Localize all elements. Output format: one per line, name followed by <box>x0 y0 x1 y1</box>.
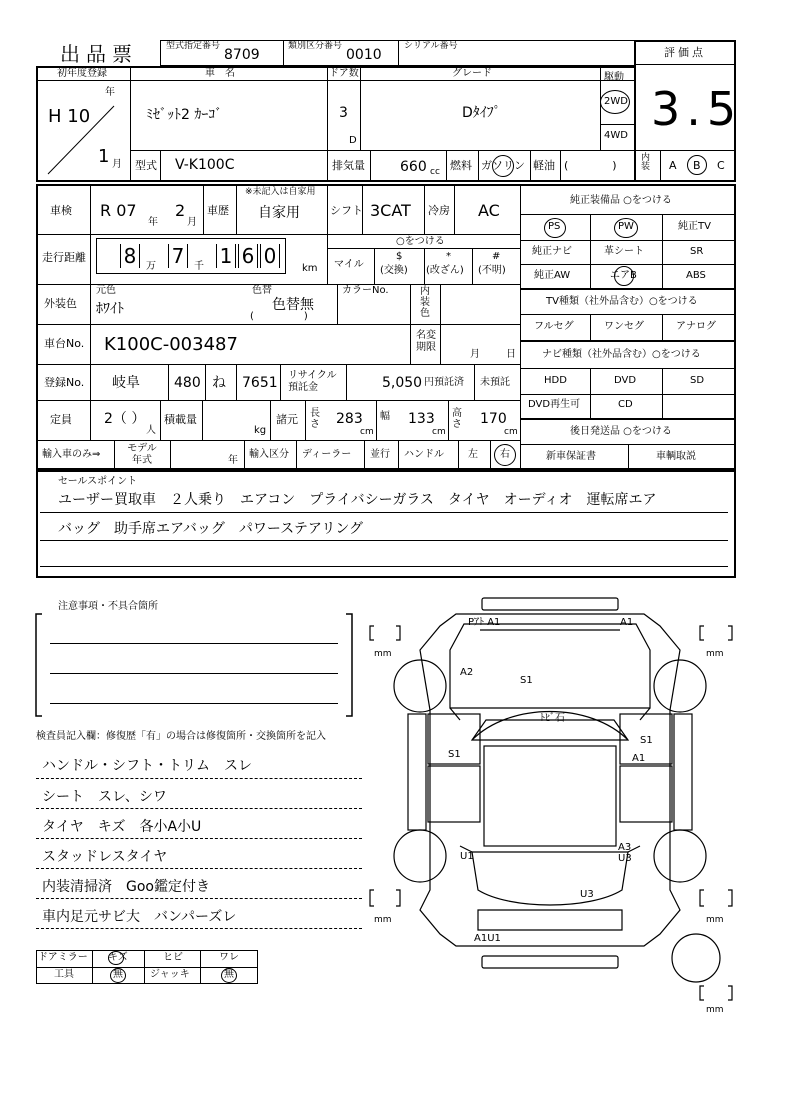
shift-value: 3CAT <box>370 201 411 220</box>
transfer-day: 日 <box>506 349 516 360</box>
mirror-crack: ヒビ <box>163 952 183 963</box>
mile-option: マイル <box>334 259 364 270</box>
width-label: 幅 <box>380 411 390 422</box>
mileage-digit: 6 <box>238 244 258 268</box>
model-year-label: モデル年式 <box>127 443 157 466</box>
nav-title: ナビ種類（社外品含む）○をつける <box>542 349 701 360</box>
damage-windshield: ﾄﾋﾞ石 <box>540 713 565 724</box>
unknown-option: (不明) <box>478 265 506 276</box>
displacement-label: 排気量 <box>332 159 365 172</box>
height-unit: cm <box>504 427 518 437</box>
jack-label: ジャッキ <box>150 969 190 980</box>
equipment-ps-circle <box>544 218 566 238</box>
damage-a3u3: A3 U3 <box>618 842 632 864</box>
sales-point-line1: ユーザー買取車 ２人乗り エアコン プライバシーガラス タイヤ オーディオ 運転席エア <box>58 492 657 508</box>
transfer-label: 名変期限 <box>416 330 436 353</box>
recycle-unpaid: 未預託 <box>480 377 510 388</box>
equipment-sr: SR <box>690 246 704 257</box>
length-label: 長さ <box>310 408 320 430</box>
car-name-value: ﾐｾﾞｯﾄ2 ｶｰｺﾞ <box>146 107 223 123</box>
inspection-era: R 07 <box>100 201 137 220</box>
recycle-label: リサイクル預託金 <box>288 370 337 393</box>
first-reg-year-unit: 年 <box>105 87 115 98</box>
first-reg-label: 初年度登録 <box>57 68 107 79</box>
length-value: 283 <box>336 411 363 427</box>
damage-front-bumper: Pｱﾄ A1 <box>468 617 501 628</box>
equipment-leather: 革シート <box>604 246 644 257</box>
fuel-label: 燃料 <box>450 159 472 172</box>
tool-label: 工具 <box>54 969 74 980</box>
mileage-digit: 0 <box>260 244 280 268</box>
recycle-value: 5,050 <box>382 375 423 391</box>
tv-analog: アナログ <box>676 321 716 332</box>
mileage-digit: 7 <box>168 244 188 268</box>
length-unit: cm <box>360 427 374 437</box>
jack-circle <box>221 968 237 983</box>
reg-class: 480 <box>174 375 201 391</box>
chassis-value: K100C-003487 <box>104 334 238 355</box>
orig-color-value: ﾎﾜｲﾄ <box>96 301 124 317</box>
height-value: 170 <box>480 411 507 427</box>
later-title: 後日発送品 ○をつける <box>570 426 672 437</box>
repaint-paren: ( ) <box>250 311 308 322</box>
capacity-unit: 人 <box>146 425 156 436</box>
displacement-value: 660 <box>400 159 427 175</box>
equipment-aw: 純正AW <box>534 270 571 281</box>
fuel-gasoline: ガソリン <box>481 159 525 172</box>
equipment-navi: 純正ナビ <box>532 246 572 257</box>
drive-2wd: 2WD <box>604 96 628 107</box>
later-warranty: 新車保証書 <box>546 451 596 462</box>
nav-hdd: HDD <box>544 375 567 386</box>
interior-color-label: 内装色 <box>420 286 430 319</box>
note-line: 車内足元サビ大 バンパーズレ <box>42 909 237 925</box>
height-label: 高さ <box>452 408 462 430</box>
mirror-scratch: キズ <box>108 952 128 963</box>
mileage-digit: 8 <box>120 244 140 268</box>
damage-u1: U1 <box>460 851 474 862</box>
capacity-label: 定員 <box>50 413 72 426</box>
capacity-value: 2（ ） <box>104 411 146 427</box>
mm-front-right: mm <box>706 649 724 659</box>
import-only-label: 輸入車のみ⇒ <box>42 449 101 460</box>
inspection-month-unit: 月 <box>187 217 197 228</box>
mirror-break: ワレ <box>219 952 239 963</box>
shift-label: シフト <box>330 204 363 217</box>
dimensions-label: 諸元 <box>276 413 298 426</box>
grade-label: グレード <box>452 68 492 79</box>
class-code-label: 類別区分番号 <box>288 41 343 51</box>
mileage-digit: 1 <box>216 244 236 268</box>
damage-right-a1: A1 <box>632 753 646 764</box>
displacement-unit: cc <box>430 167 440 177</box>
mm-rear-left: mm <box>374 915 392 925</box>
tv-title: TV種類（社外品含む）○をつける <box>546 296 698 307</box>
fuel-gasoline-circle <box>492 155 514 177</box>
equipment-tv: 純正TV <box>678 221 711 232</box>
inspection-label: 車検 <box>50 204 72 217</box>
handle-label: ハンドル <box>404 449 444 460</box>
doors-label: ドア数 <box>329 68 359 79</box>
equipment-title: 純正装備品 ○をつける <box>570 195 672 206</box>
model-label: 型式 <box>135 159 157 172</box>
note-line: 内装清掃済 Goo鑑定付き <box>42 879 210 895</box>
interior-c: C <box>717 159 725 172</box>
equipment-pw-circle <box>614 218 638 238</box>
form-title: 出品票 <box>60 42 138 66</box>
first-reg-month-unit: 月 <box>112 159 122 170</box>
equipment-ps: PS <box>548 221 561 232</box>
ac-value: AC <box>478 201 500 220</box>
mirror-label: ドアミラー <box>38 952 88 963</box>
car-name-label: 車 名 <box>205 68 235 79</box>
interior-b: B <box>693 159 701 172</box>
interior-label: 内装 <box>641 153 651 172</box>
type-code-value: 8709 <box>224 47 260 63</box>
class-code-value: 0010 <box>346 47 382 63</box>
inspection-month: 2 <box>175 201 186 220</box>
repaint-label: 色替 <box>252 285 272 296</box>
load-label: 積載量 <box>164 413 197 426</box>
mileage-sen: 千 <box>194 261 204 272</box>
type-code-label: 型式指定番号 <box>166 41 221 51</box>
jack-value: 無 <box>224 969 234 980</box>
nav-sd: SD <box>690 375 705 386</box>
orig-color-label: 元色 <box>96 285 116 296</box>
history-label: 車歴 <box>207 204 229 217</box>
damage-front-bumper-right: A1 <box>620 617 634 628</box>
grade-value: Dﾀｲﾌﾟ <box>462 105 501 121</box>
fuel-paren: ( ) <box>564 159 617 172</box>
exterior-color-label: 外装色 <box>44 297 77 310</box>
inspection-year-unit: 年 <box>148 217 158 228</box>
tool-value: 無 <box>113 969 123 980</box>
dealer-option: ディーラー <box>302 449 352 460</box>
mm-spare: mm <box>706 1005 724 1015</box>
interior-a: A <box>669 159 677 172</box>
handle-left: 左 <box>468 449 478 460</box>
recycle-unit: 円預託済 <box>424 377 464 388</box>
equipment-airbag: エアB <box>610 270 637 281</box>
sales-point-label: セールスポイント <box>58 476 138 487</box>
reg-kana: ね <box>212 375 226 391</box>
tamper-option: (改ざん) <box>426 265 464 276</box>
damage-hood-s1: S1 <box>520 675 533 686</box>
color-no-label: カラーNo. <box>342 285 389 296</box>
mm-front-left: mm <box>374 649 392 659</box>
import-type-label: 輸入区分 <box>249 449 289 460</box>
drive-2wd-circle <box>600 90 630 114</box>
interior-b-circle <box>687 155 707 175</box>
car-damage-diagram <box>360 590 760 1030</box>
nav-cd: CD <box>618 399 633 410</box>
repaint-value: 色替無 <box>272 297 314 313</box>
damage-right-s1: S1 <box>640 735 653 746</box>
handle-right: 右 <box>500 449 510 460</box>
score-label: 評価点 <box>664 46 706 59</box>
inspector-label: 検査員記入欄：修復歴「有」の場合は修復箇所・交換箇所を記入 <box>36 731 326 742</box>
damage-rear: A1U1 <box>474 933 501 944</box>
notes-label: 注意事項・不具合箇所 <box>58 601 158 612</box>
exchange-option: (交換) <box>380 265 408 276</box>
note-line: スタッドレスタイヤ <box>42 849 168 865</box>
mileage-unit: km <box>302 263 318 274</box>
handle-right-circle <box>494 444 516 466</box>
transfer-month: 月 <box>470 349 480 360</box>
width-value: 133 <box>408 411 435 427</box>
history-note: ※未記入は自家用 <box>245 187 316 197</box>
serial-label: シリアル番号 <box>404 41 458 51</box>
nav-dvd: DVD <box>614 375 637 386</box>
damage-u3: U3 <box>580 889 594 900</box>
doors-value: 3 <box>339 105 348 121</box>
tv-oneseg: ワンセグ <box>604 321 644 332</box>
width-unit: cm <box>432 427 446 437</box>
tamper-sym: * <box>446 251 451 262</box>
reg-area: 岐阜 <box>112 375 140 391</box>
note-line: タイヤ キズ 各小A小U <box>42 819 202 835</box>
sales-point-line2: バッグ 助手席エアバッグ パワーステアリング <box>58 521 364 537</box>
doors-suffix: D <box>349 135 357 146</box>
chassis-label: 車台No. <box>44 337 85 350</box>
unknown-sym: # <box>492 251 501 262</box>
ac-label: 冷房 <box>428 204 450 217</box>
load-unit: kg <box>254 425 267 436</box>
note-line: ハンドル・シフト・トリム スレ <box>42 758 252 774</box>
nav-dvd-play: DVD再生可 <box>528 399 581 410</box>
fuel-diesel: 軽油 <box>533 159 555 172</box>
damage-left-s1: S1 <box>448 749 461 760</box>
damage-a2: A2 <box>460 667 474 678</box>
history-value: 自家用 <box>258 205 300 221</box>
first-reg-year: H 10 <box>48 106 91 127</box>
tool-circle <box>110 968 126 983</box>
first-reg-month: 1 <box>98 146 110 167</box>
reg-label: 登録No. <box>44 376 85 389</box>
mileage-mark-note: ○をつける <box>396 236 445 247</box>
exchange-sym: $ <box>396 251 403 262</box>
model-year-unit: 年 <box>228 455 238 466</box>
mileage-man: 万 <box>146 261 156 272</box>
drive-4wd: 4WD <box>604 130 628 141</box>
mileage-label: 走行距離 <box>42 251 86 264</box>
later-manual: 車輌取説 <box>656 451 696 462</box>
parallel-option: 並行 <box>370 449 390 460</box>
tv-fullseg: フルセグ <box>534 321 574 332</box>
mm-rear-right: mm <box>706 915 724 925</box>
equipment-abs: ABS <box>686 270 706 281</box>
equipment-pw: PW <box>618 221 634 232</box>
equipment-airbag-circle <box>614 266 634 286</box>
mirror-scratch-circle <box>108 951 124 965</box>
drive-label: 駆動 <box>604 72 624 83</box>
note-line: シート スレ、シワ <box>42 789 167 805</box>
model-value: V-K100C <box>175 157 235 173</box>
score-value: 3.5 <box>651 82 743 136</box>
reg-number: 7651 <box>242 375 278 391</box>
